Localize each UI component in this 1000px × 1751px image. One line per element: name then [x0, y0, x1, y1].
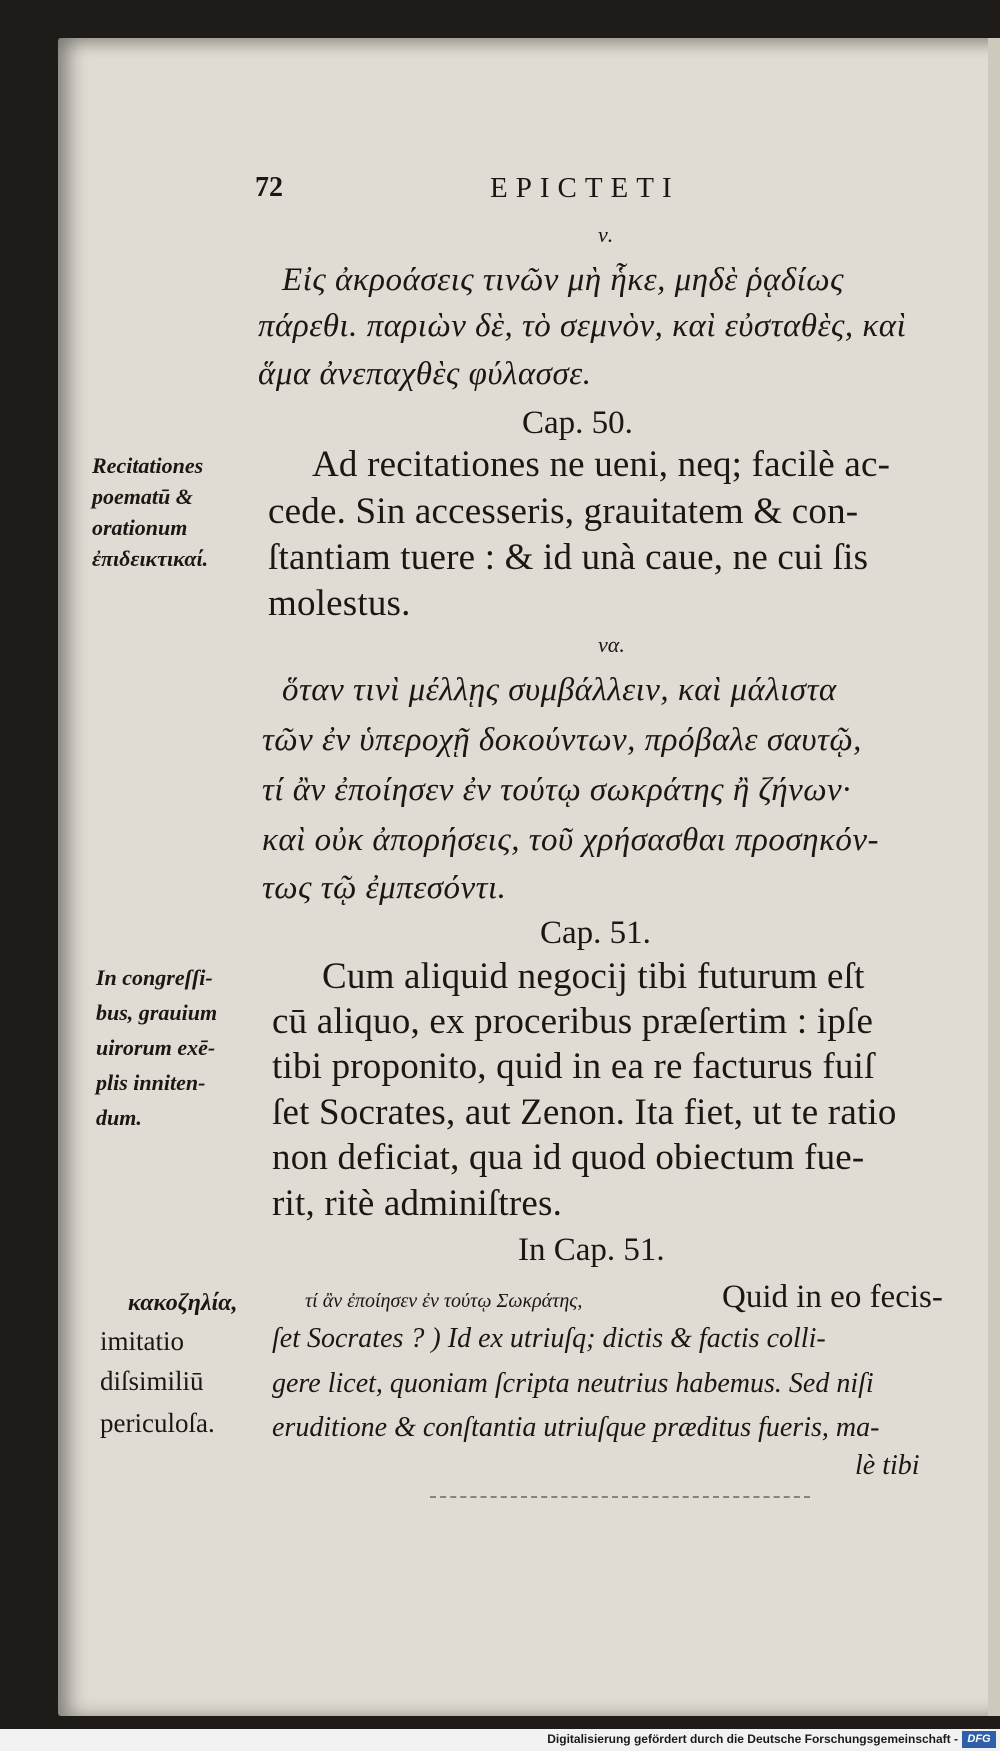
margin-note: In congreſſi-: [96, 965, 213, 990]
greek-line: καὶ οὐκ ἀπορήσεις, τοῦ χρήσασθαι προσηκόν-: [262, 822, 879, 858]
greek-line: τί ἂν ἐποίησεν ἐν τούτῳ σωκράτης ἢ ζήνων·: [262, 772, 851, 808]
margin-greek-term: κακοζηλία,: [128, 1290, 238, 1316]
margin-note: plis inniten-: [96, 1070, 206, 1095]
latin-line: tibi proponito, quid in ea re facturus fuiſ: [272, 1046, 875, 1087]
latin-line: Cum aliquid negocij tibi futurum eſt: [322, 956, 865, 997]
margin-note: bus, grauium: [96, 1000, 218, 1025]
greek-line: πάρεθι. παριὼν δὲ, τὸ σεμνὸν, καὶ εὐσταθὲς, καὶ: [258, 308, 907, 344]
latin-line: non deficiat, qua id quod obiectum fue-: [272, 1137, 865, 1178]
commentary-line: gere licet, quoniam ſcripta neutrius habemus. Sed niſi: [272, 1368, 874, 1399]
latin-quote: Quid in eo fecis-: [722, 1279, 943, 1315]
margin-note: periculoſa.: [100, 1408, 215, 1438]
footer-credit: Digitalisierung gefördert durch die Deutsche Forschungsgemeinschaft -: [547, 1732, 958, 1746]
latin-line: ſet Socrates, aut Zenon. Ita fiet, ut te ratio: [272, 1092, 897, 1133]
margin-note: imitatio: [100, 1326, 184, 1356]
greek-line: Εἰς ἀκροάσεις τινῶν μὴ ἧκε, μηδὲ ῥᾳδίως: [282, 262, 844, 298]
latin-line: Ad recitationes ne ueni, neq; facilè ac-: [312, 444, 891, 485]
greek-line: τως τῷ ἐμπεσόντι.: [262, 870, 507, 906]
dfg-logo: DFG: [962, 1731, 996, 1748]
margin-note: diſsimiliū: [100, 1366, 204, 1396]
latin-line: cede. Sin accesseris, grauitatem & con-: [268, 491, 859, 532]
running-title: EPICTETI: [490, 172, 680, 204]
commentary-heading: In Cap. 51.: [518, 1232, 665, 1268]
latin-line: ſtantiam tuere : & id unà caue, ne cui ſis: [268, 537, 869, 578]
page-number: 72: [255, 172, 283, 203]
chapter-heading: Cap. 50.: [522, 405, 633, 441]
greek-chapter-number: ν.: [598, 222, 614, 247]
margin-note: orationum: [92, 515, 188, 540]
greek-line: ἅμα ἀνεπαχθὲς φύλασσε.: [258, 356, 592, 392]
commentary-line: ſet Socrates ? ) Id ex utriuſq; dictis & factis colli-: [272, 1323, 826, 1354]
latin-line: molestus.: [268, 583, 411, 624]
greek-quote: τί ἂν ἐποίησεν ἐν τούτῳ Σωκράτης,: [305, 1290, 583, 1312]
greek-line: τῶν ἐν ὑπεροχῇ δοκούντων, πρόβαλε σαυτῷ,: [262, 722, 862, 758]
margin-note: dum.: [96, 1105, 142, 1130]
margin-note: poematū &: [92, 484, 193, 509]
page-edge: [988, 38, 1000, 1716]
catchword: lè tibi: [855, 1450, 920, 1481]
chapter-heading: Cap. 51.: [540, 915, 651, 951]
latin-line: rit, ritè adminiſtres.: [272, 1183, 563, 1224]
margin-note: ἐπιδεικτικαί.: [92, 546, 209, 571]
latin-line: cū aliquo, ex proceribus præſertim : ipſe: [272, 1001, 874, 1042]
margin-note: Recitationes: [92, 453, 204, 478]
greek-chapter-number: να.: [598, 632, 625, 657]
greek-line: ὅταν τινὶ μέλλῃς συμβάλλειν, καὶ μάλιστα: [282, 672, 837, 708]
commentary-line: eruditione & conſtantia utriuſque præditus fueris, ma-: [272, 1412, 880, 1443]
print-smudge: [430, 1496, 810, 1498]
margin-note: uirorum exē-: [96, 1035, 216, 1060]
